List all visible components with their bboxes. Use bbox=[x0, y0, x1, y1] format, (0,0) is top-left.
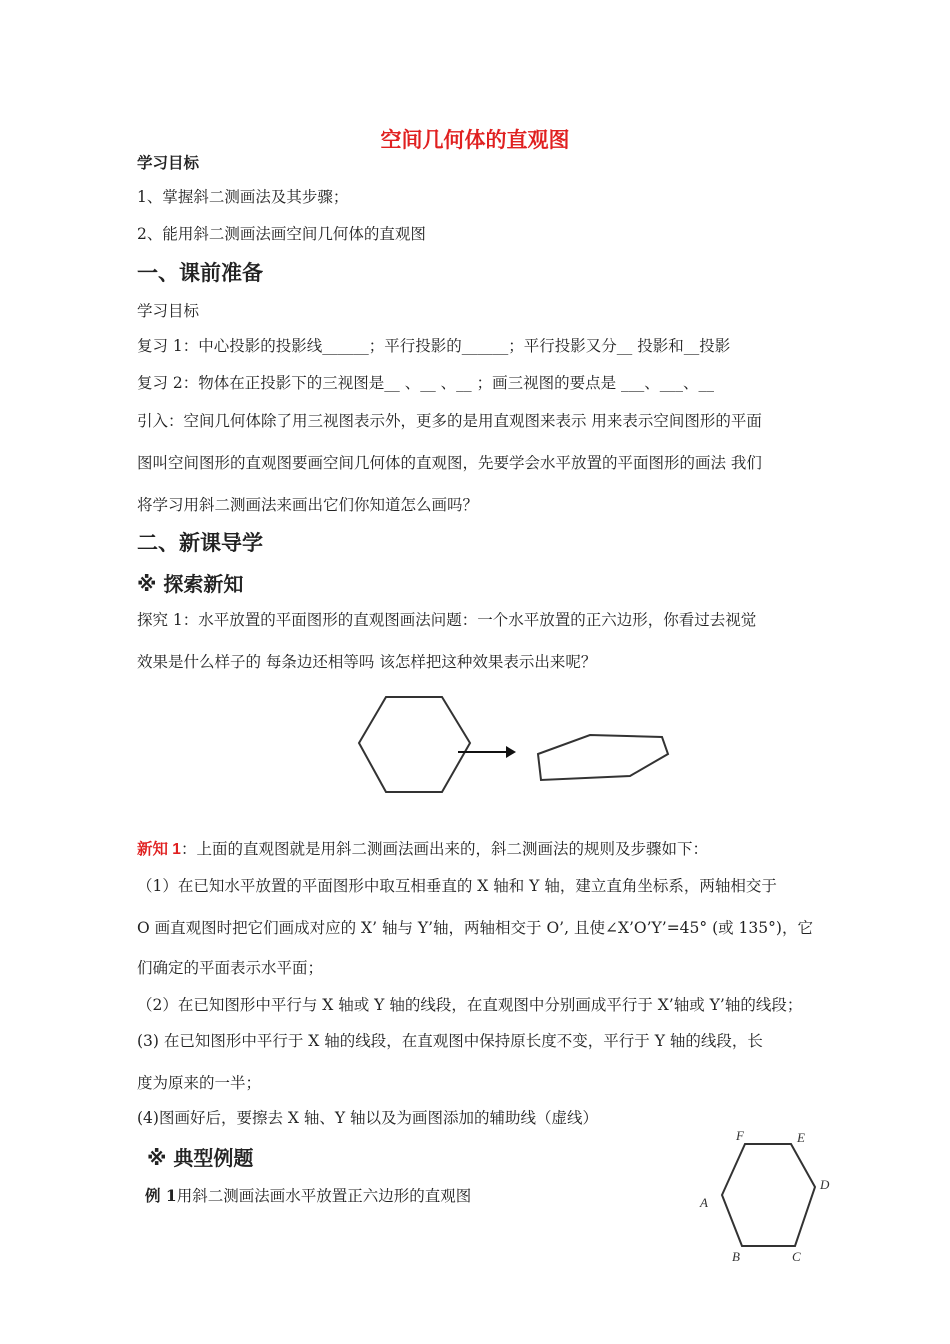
rule-4: (4)图画好后，要擦去 X 轴、Y 轴以及为画图添加的辅助线（虚线） bbox=[137, 1109, 599, 1127]
rule-3-line-a: (3) 在已知图形中平行于 X 轴的线段，在直观图中保持原长度不变，平行于 Y 轴的线段，长 bbox=[137, 1032, 763, 1050]
example-1 bbox=[145, 1185, 471, 1207]
explore-line-2: 效果是什么样子的 每条边还相等吗 该怎样把这种效果表示出来呢？ bbox=[137, 653, 597, 671]
explore-heading: ※ 探索新知 bbox=[137, 572, 244, 596]
vertex-label-e: E bbox=[797, 1130, 805, 1145]
example-1-label: 例 1 bbox=[145, 1186, 177, 1205]
hexagon-abcdef bbox=[722, 1144, 815, 1246]
example-heading: ※ 典型例题 bbox=[147, 1146, 254, 1170]
vertex-label-a: A bbox=[700, 1195, 708, 1210]
new-knowledge-label: 新知 1 bbox=[137, 841, 181, 858]
intro-line-1: 引入：空间几何体除了用三视图表示外，更多的是用直观图来表示 用来表示空间图形的平面 bbox=[137, 412, 762, 430]
hexagon-to-oblique-figure bbox=[330, 690, 680, 800]
page-title: 空间几何体的直观图 bbox=[380, 127, 570, 152]
labeled-hexagon-figure bbox=[690, 1125, 850, 1275]
intro-line-3: 将学习用斜二测画法来画出它们你知道怎么画吗？ bbox=[137, 496, 479, 514]
arrow-head bbox=[506, 746, 516, 758]
new-knowledge-line bbox=[137, 838, 708, 861]
regular-hexagon bbox=[359, 697, 470, 792]
new-knowledge-text: ：上面的直观图就是用斜二测画法画出来的，斜二测画法的规则及步骤如下： bbox=[180, 840, 708, 858]
objectives-heading: 学习目标 bbox=[137, 153, 200, 172]
vertex-label-f: F bbox=[736, 1128, 744, 1143]
section1-subheading: 学习目标 bbox=[137, 302, 200, 320]
objective-item-2: 2、能用斜二测画法画空间几何体的直观图 bbox=[137, 225, 426, 243]
review-1: 复习 1：中心投影的投影线______；平行投影的______；平行投影又分__ 投影和__投影 bbox=[137, 337, 731, 355]
rule-1-line-c: 们确定的平面表示水平面； bbox=[137, 959, 324, 977]
rule-1-line-a: （1）在已知水平放置的平面图形中取互相垂直的 X 轴和 Y 轴，建立直角坐标系，两轴相交于 bbox=[137, 877, 777, 895]
oblique-hexagon bbox=[538, 735, 668, 780]
rule-2: （2）在已知图形中平行与 X 轴或 Y 轴的线段，在直观图中分别画成平行于 X’轴或 Y’轴的线段； bbox=[137, 996, 803, 1014]
vertex-label-d: D bbox=[820, 1177, 830, 1192]
section2-heading: 二、新课导学 bbox=[137, 531, 263, 555]
section1-heading: 一、课前准备 bbox=[137, 261, 263, 285]
explore-line-1: 探究 1：水平放置的平面图形的直观图画法问题：一个水平放置的正六边形，你看过去视觉 bbox=[137, 611, 757, 629]
rule-1-line-b: O 画直观图时把它们画成对应的 X’ 轴与 Y’轴，两轴相交于 O’, 且使∠X’O’Y’=45° (或 135°)，它 bbox=[137, 919, 813, 937]
vertex-label-c: C bbox=[792, 1249, 801, 1264]
vertex-label-b: B bbox=[732, 1249, 740, 1264]
objective-item-1: 1、掌握斜二测画法及其步骤； bbox=[137, 188, 349, 206]
intro-line-2: 图叫空间图形的直观图要画空间几何体的直观图，先要学会水平放置的平面图形的画法 我们 bbox=[137, 454, 762, 472]
review-2: 复习 2：物体在正投影下的三视图是__ 、__ 、__ ；画三视图的要点是 ___、___、__ bbox=[137, 374, 714, 392]
rule-3-line-b: 度为原来的一半； bbox=[137, 1074, 262, 1092]
example-1-text: 用斜二测画法画水平放置正六边形的直观图 bbox=[176, 1187, 472, 1205]
